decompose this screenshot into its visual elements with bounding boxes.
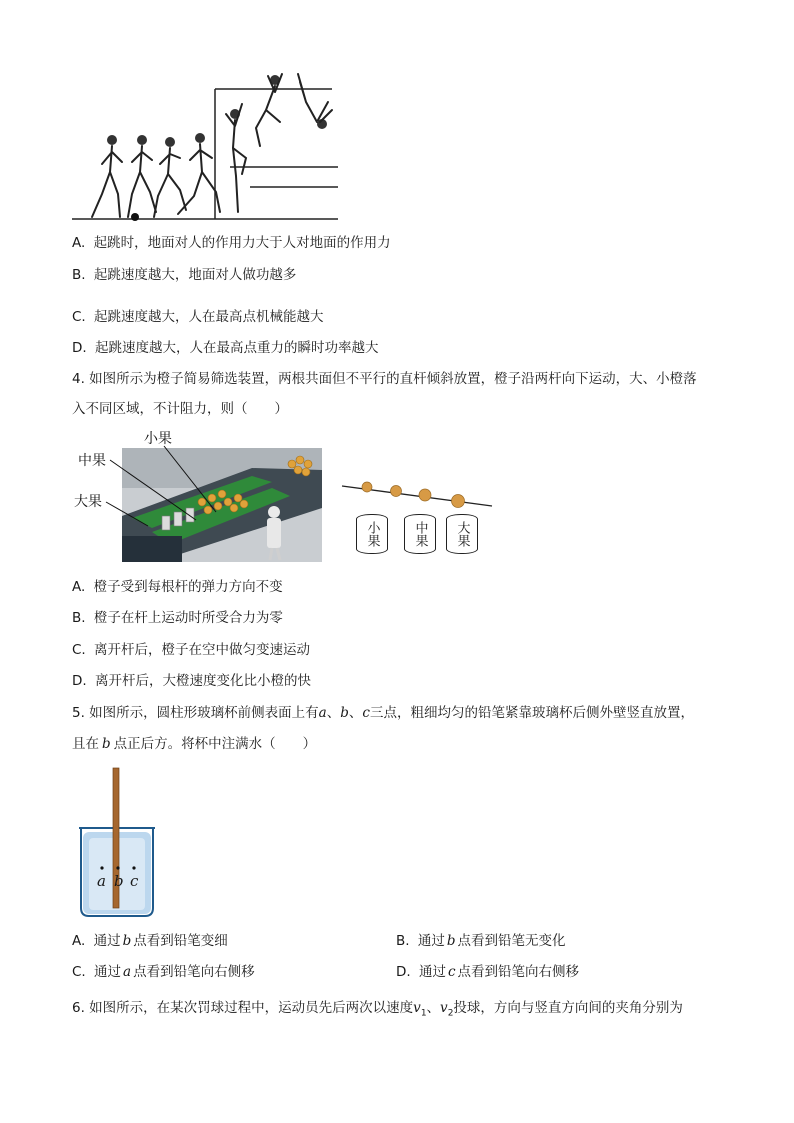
point-label: b: [446, 933, 456, 949]
q5-option-b[interactable]: [396, 931, 566, 951]
high-jump-figure: [70, 62, 345, 224]
q4-option-a[interactable]: [72, 577, 283, 597]
option-letter: C.: [72, 964, 86, 980]
beaker-drawing: [78, 766, 158, 918]
option-text-part: 通过: [93, 933, 121, 949]
option-text: [419, 964, 579, 980]
q3-option-a[interactable]: [72, 233, 391, 253]
q5-stem-text: 5. 如图所示，圆柱形玻璃杯前侧表面上有: [72, 705, 319, 721]
q4-option-d[interactable]: [72, 671, 311, 691]
velocity-v2: v: [440, 1000, 448, 1016]
option-letter: A.: [72, 933, 86, 949]
point-c-label: c: [362, 705, 370, 721]
point-label: a: [123, 964, 132, 980]
q4-option-c[interactable]: [72, 640, 310, 660]
option-text: [418, 933, 566, 949]
q4-stem-line-1: 4. 如图所示为橙子简易筛选装置，两根共面但不平行的直杆倾斜放置，橙子沿两杆向下运动，大、小橙落: [72, 371, 697, 387]
option-text: 起跳速度越大，地面对人做功越多: [93, 267, 297, 283]
option-letter: A.: [72, 235, 86, 251]
q5-stem-text: 且在: [72, 736, 99, 752]
option-text: 起跳时，地面对人的作用力大于人对地面的作用力: [93, 235, 391, 251]
q6-stem-text: 6. 如图所示，在某次罚球过程中，运动员先后两次以速度: [72, 1000, 414, 1016]
option-text-part: 通过: [417, 933, 445, 949]
option-text-part: 点看到铅笔变细: [133, 933, 228, 949]
q5-option-d[interactable]: [396, 962, 579, 982]
q4-stem-line-2: 入不同区域，不计阻力，则（ ）: [72, 401, 288, 417]
rod-and-oranges: [340, 478, 500, 518]
q5-option-c[interactable]: [72, 962, 255, 982]
q5-option-a[interactable]: [72, 931, 228, 951]
point-b-label: b: [340, 705, 349, 721]
option-text: [94, 933, 228, 949]
velocity-v2-subscript: 2: [447, 1008, 454, 1019]
option-letter: D.: [396, 964, 411, 980]
q6-stem-line-1: [72, 998, 683, 1024]
option-letter: A.: [72, 579, 86, 595]
orange-sorter-photo: [70, 428, 325, 563]
separator: 、: [348, 705, 363, 721]
option-text-part: 通过: [418, 964, 446, 980]
q3-option-d[interactable]: [72, 338, 378, 358]
beaker-point-a: a: [97, 872, 106, 890]
option-text: 起跳速度越大，人在最高点机械能越大: [94, 309, 324, 325]
sorting-rod-diagram: [340, 478, 500, 560]
option-letter: D.: [72, 340, 87, 356]
label-leader-lines: [70, 428, 325, 563]
q5-stem-text: 点正后方。将杯中注满水（ ）: [113, 736, 317, 752]
option-letter: D.: [72, 673, 87, 689]
label-medium-fruit: 中果: [78, 453, 106, 469]
option-text: [94, 964, 255, 980]
point-a-label: a: [318, 705, 327, 721]
beaker-point-c: c: [130, 872, 139, 890]
velocity-v1: v: [413, 1000, 421, 1016]
point-label: c: [447, 964, 456, 980]
option-letter: B.: [72, 610, 86, 626]
option-letter: B.: [396, 933, 410, 949]
option-letter: C.: [72, 309, 86, 325]
option-text-part: 点看到铅笔无变化: [457, 933, 566, 949]
q5-stem-line-2: [72, 734, 316, 754]
velocity-v1-subscript: 1: [420, 1008, 427, 1019]
bin-small: 小果: [356, 514, 388, 554]
option-text: 离开杆后，大橙速度变化比小橙的快: [94, 673, 311, 689]
point-b-label: b: [102, 736, 111, 752]
q6-stem-text: 投球，方向与竖直方向间的夹角分别为: [453, 1000, 683, 1016]
bin-large: 大果: [446, 514, 478, 554]
q5-stem-line-1: [72, 703, 694, 723]
separator: 、: [326, 705, 341, 721]
q3-option-c[interactable]: [72, 307, 324, 327]
option-text-part: 点看到铅笔向右侧移: [133, 964, 255, 980]
option-text: 起跳速度越大，人在最高点重力的瞬时功率越大: [94, 340, 379, 356]
option-text-part: 点看到铅笔向右侧移: [457, 964, 580, 980]
option-text-part: 通过: [94, 964, 122, 980]
q4-option-b[interactable]: [72, 608, 283, 628]
option-text: 橙子受到每根杆的弹力方向不变: [93, 579, 283, 595]
label-small-fruit: 小果: [144, 431, 172, 447]
beaker-pencil-figure: [78, 766, 158, 918]
q3-option-b[interactable]: [72, 265, 296, 285]
beaker-point-b: b: [114, 872, 124, 890]
option-text: 橙子在杆上运动时所受合力为零: [93, 610, 283, 626]
separator: 、: [426, 1000, 441, 1016]
bin-medium: 中果: [404, 514, 436, 554]
option-letter: C.: [72, 642, 86, 658]
option-letter: B.: [72, 267, 86, 283]
option-text: 离开杆后，橙子在空中做匀变速运动: [94, 642, 311, 658]
point-label: b: [122, 933, 132, 949]
q5-stem-text: 三点，粗细均匀的铅笔紧靠玻璃杯后侧外壁竖直放置，: [369, 705, 694, 721]
label-large-fruit: 大果: [74, 494, 102, 510]
